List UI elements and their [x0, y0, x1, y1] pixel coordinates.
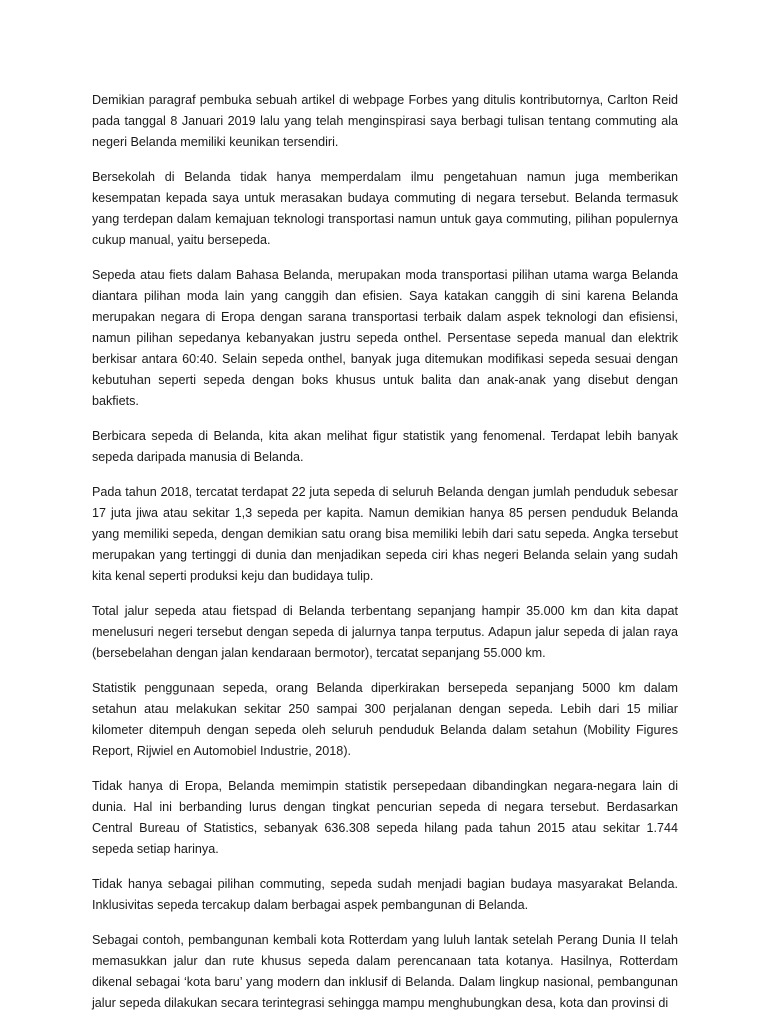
paragraph-culture: Tidak hanya sebagai pilihan commuting, sepeda sudah menjadi bagian budaya masyarakat Belanda. Inklusivitas sepeda tercakup dalam berbagai aspek pembangunan di Belanda.	[92, 877, 678, 912]
paragraph-statistics-intro: Berbicara sepeda di Belanda, kita akan melihat figur statistik yang fenomenal. Terdapat lebih banyak sepeda daripada manusia di Belanda.	[92, 429, 678, 464]
paragraph-theft-statistics: Tidak hanya di Eropa, Belanda memimpin statistik persepedaan dibandingkan negara-negara lain di dunia. Hal ini berbanding lurus dengan tingkat pencurian sepeda di negara tersebut. Berdasarkan Central Bureau of Statistics, sebanyak 636.308 sepeda hilang pada tahun 2015 atau sekitar 1.744 sepeda setiap harinya.	[92, 779, 678, 856]
paragraph-2018-figures: Pada tahun 2018, tercatat terdapat 22 juta sepeda di seluruh Belanda dengan jumlah penduduk sebesar 17 juta jiwa atau sekitar 1,3 sepeda per kapita. Namun demikian hanya 85 persen penduduk Belanda yang memiliki sepeda, dengan demikian satu orang bisa memiliki lebih dari satu sepeda. Angka tersebut merupakan yang tertinggi di dunia dan menjadikan sepeda ciri khas negeri Belanda selain yang sudah kita kenal seperti produksi keju dan budidaya tulip.	[92, 485, 678, 583]
paragraph-intro: Demikian paragraf pembuka sebuah artikel di webpage Forbes yang ditulis kontributornya, Carlton Reid pada tanggal 8 Januari 2019 lalu yang telah menginspirasi saya berbagi tulisan tentang commuting ala negeri Belanda memiliki keunikan tersendiri.	[92, 93, 678, 149]
paragraph-fiets: Sepeda atau fiets dalam Bahasa Belanda, merupakan moda transportasi pilihan utama warga Belanda diantara pilihan moda lain yang canggih dan efisien. Saya katakan canggih di sini karena Belanda merupakan negara di Eropa dengan sarana transportasi terbaik dalam aspek teknologi dan efisiensi, namun pilihan sepedanya kebanyakan justru sepeda onthel. Persentase sepeda manual dan elektrik berkisar antara 60:40. Selain sepeda onthel, banyak juga ditemukan modifikasi sepeda sesuai dengan kebutuhan seperti sepeda dengan boks khusus untuk balita dan anak-anak yang disebut dengan bakfiets.	[92, 268, 678, 408]
paragraph-fietspad: Total jalur sepeda atau fietspad di Belanda terbentang sepanjang hampir 35.000 km dan kita dapat menelusuri negeri tersebut dengan sepeda di jalurnya tanpa terputus. Adapun jalur sepeda di jalan raya (bersebelahan dengan jalan kendaraan bermotor), tercatat sepanjang 55.000 km.	[92, 604, 678, 660]
paragraph-rotterdam: Sebagai contoh, pembangunan kembali kota Rotterdam yang luluh lantak setelah Perang Dunia II telah memasukkan jalur dan rute khusus sepeda dalam perencanaan tata kotanya. Hasilnya, Rotterdam dikenal sebagai ‘kota baru’ yang modern dan inklusif di Belanda. Dalam lingkup nasional, pembangunan jalur sepeda dilakukan secara terintegrasi sehingga mampu menghubungkan desa, kota dan provinsi di	[92, 933, 678, 1010]
paragraph-studying-in-netherlands: Bersekolah di Belanda tidak hanya memperdalam ilmu pengetahuan namun juga memberikan kesempatan kepada saya untuk merasakan budaya commuting di negara tersebut. Belanda termasuk yang terdepan dalam kemajuan teknologi transportasi namun untuk gaya commuting, pilihan populernya cukup manual, yaitu bersepeda.	[92, 170, 678, 247]
paragraph-usage-statistics: Statistik penggunaan sepeda, orang Belanda diperkirakan bersepeda sepanjang 5000 km dalam setahun atau melakukan sekitar 250 sampai 300 perjalanan dengan sepeda. Lebih dari 15 miliar kilometer ditempuh dengan sepeda oleh seluruh penduduk Belanda dalam setahun (Mobility Figures Report, Rijwiel en Automobiel Industrie, 2018).	[92, 681, 678, 758]
article-body	[92, 90, 678, 1028]
